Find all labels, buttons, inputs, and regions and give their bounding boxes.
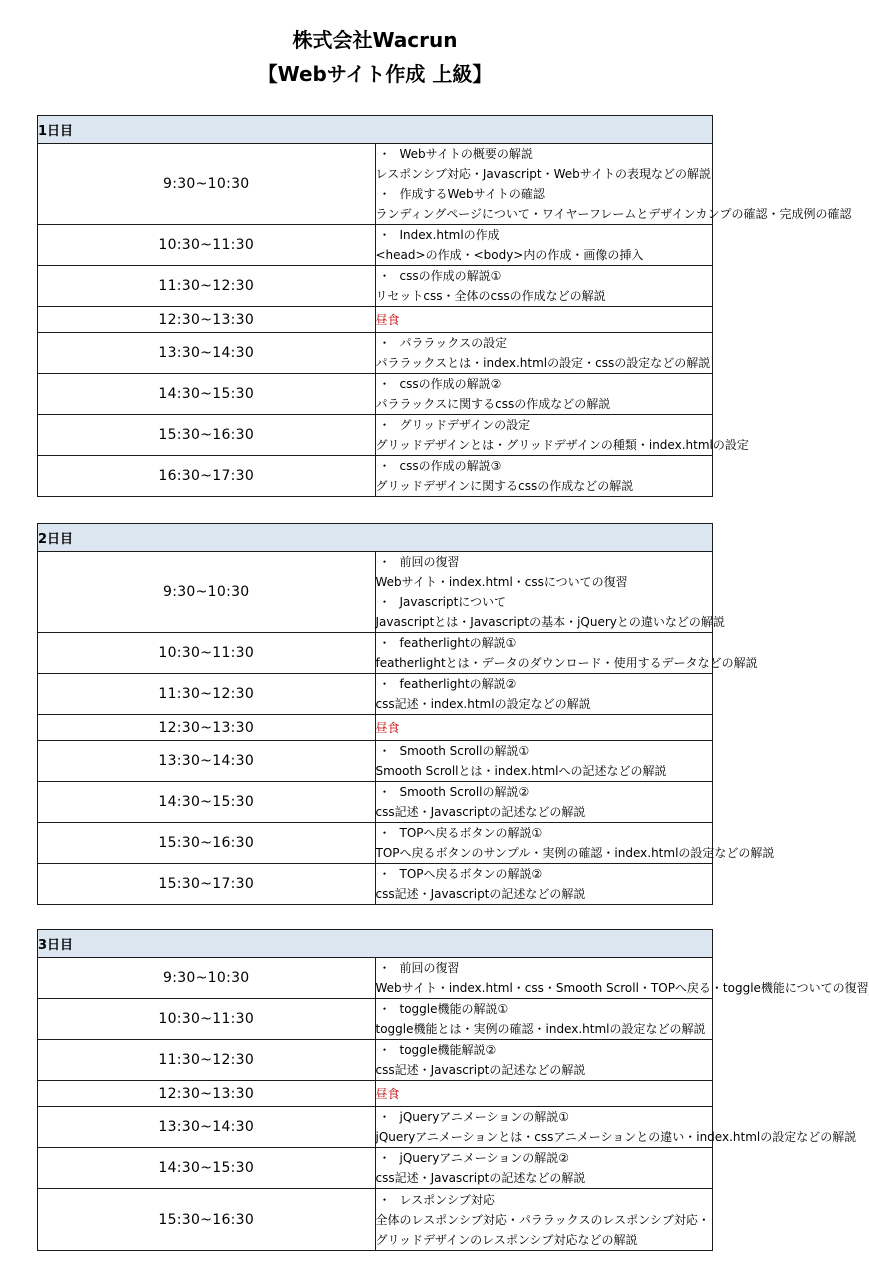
day-3-schedule-table bbox=[37, 929, 869, 1251]
topic-detail bbox=[375, 612, 725, 632]
session-row bbox=[38, 782, 713, 823]
bullet-icon: ・ bbox=[378, 1192, 391, 1207]
line-text: グリッドデザインとは・グリッドデザインの種類・index.htmlの設定 bbox=[375, 438, 749, 452]
line-text: パララックスとは・index.htmlの設定・cssの設定などの解説 bbox=[375, 356, 711, 370]
topic-heading bbox=[376, 266, 713, 286]
line-text: 全体のレスポンシブ対応・パララックスのレスポンシブ対応・グリッドデザインのレスポンシブ対応などの解説 bbox=[375, 1212, 710, 1247]
session-row bbox=[38, 415, 713, 456]
day-label: 3日目 bbox=[38, 930, 713, 958]
topic-heading bbox=[376, 333, 713, 353]
session-description bbox=[375, 266, 713, 307]
time-slot: 12:30~13:30 bbox=[38, 715, 376, 741]
day-header-row bbox=[38, 116, 713, 144]
bullet-icon: ・ bbox=[378, 1151, 391, 1165]
line-text: 昼食 bbox=[375, 720, 400, 735]
topic-heading bbox=[376, 374, 713, 394]
session-description bbox=[375, 1189, 713, 1251]
topic-heading bbox=[376, 1148, 713, 1168]
bullet-icon: ・ bbox=[378, 336, 391, 350]
session-row bbox=[38, 144, 713, 225]
topic-detail bbox=[376, 1210, 713, 1250]
line-text: パララックスに関するcssの作成などの解説 bbox=[375, 397, 611, 411]
lunch-label bbox=[376, 718, 713, 738]
topic-detail bbox=[376, 884, 713, 904]
bullet-icon: ・ bbox=[378, 377, 391, 391]
session-description bbox=[375, 1148, 713, 1189]
topic-heading bbox=[376, 823, 713, 843]
line-text: 前回の復習 bbox=[399, 555, 460, 569]
topic-heading bbox=[376, 864, 713, 884]
topic-heading bbox=[376, 999, 713, 1019]
time-slot: 13:30~14:30 bbox=[38, 333, 376, 374]
topic-heading bbox=[376, 1040, 713, 1060]
topic-detail bbox=[376, 353, 713, 373]
topic-heading bbox=[376, 958, 713, 978]
line-text: css記述・Javascriptの記述などの解説 bbox=[375, 1171, 586, 1185]
session-description bbox=[375, 456, 713, 497]
topic-detail bbox=[376, 802, 713, 822]
day-2-schedule-table bbox=[37, 523, 775, 905]
topic-detail bbox=[375, 653, 758, 673]
day-header-row bbox=[38, 524, 713, 552]
time-slot: 14:30~15:30 bbox=[38, 782, 376, 823]
session-description bbox=[375, 552, 725, 633]
session-description bbox=[375, 823, 775, 864]
bullet-icon: ・ bbox=[378, 961, 391, 975]
session-row bbox=[38, 741, 713, 782]
line-text: toggle機能とは・実例の確認・index.htmlの設定などの解説 bbox=[375, 1022, 706, 1036]
session-row bbox=[38, 1107, 713, 1148]
session-row bbox=[38, 958, 713, 999]
bullet-icon: ・ bbox=[378, 744, 391, 758]
day-label: 2日目 bbox=[38, 524, 713, 552]
session-row bbox=[38, 333, 713, 374]
time-slot: 12:30~13:30 bbox=[38, 307, 376, 333]
session-description bbox=[375, 144, 852, 225]
topic-detail bbox=[375, 843, 775, 863]
line-text: 前回の復習 bbox=[399, 961, 460, 975]
session-row bbox=[38, 225, 713, 266]
time-slot: 13:30~14:30 bbox=[38, 1107, 376, 1148]
line-text: css記述・Javascriptの記述などの解説 bbox=[375, 805, 586, 819]
bullet-icon: ・ bbox=[378, 459, 391, 473]
session-description bbox=[375, 1107, 857, 1148]
line-text: パララックスの設定 bbox=[399, 336, 508, 350]
topic-heading bbox=[376, 674, 713, 694]
time-slot: 16:30~17:30 bbox=[38, 456, 376, 497]
session-row bbox=[38, 633, 713, 674]
line-text: jQueryアニメーションの解説① bbox=[399, 1110, 569, 1124]
course-title: 【Webサイト作成 上級】 bbox=[257, 62, 493, 86]
line-text: 作成するWebサイトの確認 bbox=[399, 187, 545, 201]
topic-heading bbox=[376, 144, 713, 164]
time-slot: 9:30~10:30 bbox=[38, 144, 376, 225]
time-slot: 13:30~14:30 bbox=[38, 741, 376, 782]
topic-heading bbox=[376, 225, 713, 245]
bullet-icon: ・ bbox=[378, 1043, 391, 1057]
lunch-row bbox=[38, 307, 713, 333]
bullet-icon: ・ bbox=[378, 677, 391, 691]
bullet-icon: ・ bbox=[378, 1110, 391, 1124]
topic-heading bbox=[376, 552, 713, 572]
line-text: <head>の作成・<body>内の作成・画像の挿入 bbox=[375, 248, 644, 262]
time-slot: 15:30~16:30 bbox=[38, 823, 376, 864]
line-text: cssの作成の解説① bbox=[399, 269, 502, 283]
session-description bbox=[375, 307, 713, 333]
lunch-row bbox=[38, 715, 713, 741]
line-text: Javascriptとは・Javascriptの基本・jQueryとの違いなどの解説 bbox=[375, 615, 725, 629]
line-text: TOPへ戻るボタンのサンプル・実例の確認・index.htmlの設定などの解説 bbox=[375, 846, 775, 860]
session-row bbox=[38, 1148, 713, 1189]
session-description bbox=[375, 782, 713, 823]
session-description bbox=[375, 715, 713, 741]
topic-detail bbox=[376, 1019, 713, 1039]
topic-detail bbox=[376, 761, 713, 781]
line-text: ランディングページについて・ワイヤーフレームとデザインカンプの確認・完成例の確認 bbox=[375, 207, 852, 221]
session-row bbox=[38, 1040, 713, 1081]
line-text: featherlightとは・データのダウンロード・使用するデータなどの解説 bbox=[375, 656, 758, 670]
line-text: Webサイトの概要の解説 bbox=[399, 147, 533, 161]
topic-detail bbox=[376, 245, 713, 265]
session-row bbox=[38, 1189, 713, 1251]
lunch-label bbox=[376, 310, 713, 330]
session-row bbox=[38, 674, 713, 715]
time-slot: 10:30~11:30 bbox=[38, 633, 376, 674]
session-description bbox=[375, 415, 749, 456]
session-description bbox=[375, 633, 758, 674]
line-text: cssの作成の解説③ bbox=[399, 459, 502, 473]
session-row bbox=[38, 266, 713, 307]
session-row bbox=[38, 374, 713, 415]
bullet-icon: ・ bbox=[378, 228, 391, 242]
bullet-icon: ・ bbox=[378, 636, 391, 650]
line-text: toggle機能解説② bbox=[399, 1043, 497, 1057]
topic-detail bbox=[376, 1168, 713, 1188]
company-title: 株式会社Wacrun bbox=[292, 28, 458, 52]
topic-detail bbox=[376, 164, 713, 184]
topic-heading bbox=[376, 782, 713, 802]
line-text: リセットcss・全体のcssの作成などの解説 bbox=[375, 289, 606, 303]
topic-heading bbox=[376, 741, 713, 761]
line-text: featherlightの解説① bbox=[399, 636, 517, 650]
time-slot: 11:30~12:30 bbox=[38, 1040, 376, 1081]
topic-heading bbox=[376, 456, 713, 476]
line-text: グリッドデザインに関するcssの作成などの解説 bbox=[375, 479, 634, 493]
time-slot: 14:30~15:30 bbox=[38, 374, 376, 415]
session-row bbox=[38, 552, 713, 633]
topic-detail bbox=[375, 978, 869, 998]
topic-heading bbox=[376, 1107, 713, 1127]
line-text: 昼食 bbox=[375, 312, 400, 327]
session-description bbox=[375, 1081, 713, 1107]
bullet-icon: ・ bbox=[378, 785, 391, 799]
lunch-row bbox=[38, 1081, 713, 1107]
session-description bbox=[375, 333, 713, 374]
session-description bbox=[375, 225, 713, 266]
line-text: Webサイト・index.html・cssについての復習 bbox=[375, 575, 628, 589]
time-slot: 15:30~16:30 bbox=[38, 415, 376, 456]
session-description bbox=[375, 674, 713, 715]
line-text: Index.htmlの作成 bbox=[399, 228, 500, 242]
session-description bbox=[375, 374, 713, 415]
line-text: Smooth Scrollの解説② bbox=[399, 785, 530, 799]
topic-detail bbox=[375, 204, 852, 224]
line-text: cssの作成の解説② bbox=[399, 377, 502, 391]
line-text: Webサイト・index.html・css・Smooth Scroll・TOPへ戻る・toggle機能についての復習 bbox=[375, 981, 869, 995]
time-slot: 11:30~12:30 bbox=[38, 266, 376, 307]
bullet-icon: ・ bbox=[378, 595, 391, 609]
time-slot: 9:30~10:30 bbox=[38, 552, 376, 633]
topic-detail bbox=[375, 1127, 857, 1147]
line-text: TOPへ戻るボタンの解説① bbox=[399, 826, 543, 840]
line-text: css記述・Javascriptの記述などの解説 bbox=[375, 887, 586, 901]
topic-detail bbox=[376, 394, 713, 414]
topic-detail bbox=[376, 572, 713, 592]
line-text: Javascriptについて bbox=[399, 595, 507, 609]
line-text: css記述・Javascriptの記述などの解説 bbox=[375, 1063, 586, 1077]
bullet-icon: ・ bbox=[378, 269, 391, 283]
topic-heading bbox=[376, 415, 713, 435]
session-description bbox=[375, 958, 869, 999]
topic-detail bbox=[376, 1060, 713, 1080]
time-slot: 14:30~15:30 bbox=[38, 1148, 376, 1189]
bullet-icon: ・ bbox=[378, 826, 391, 840]
topic-heading bbox=[376, 1190, 713, 1210]
bullet-icon: ・ bbox=[378, 867, 391, 881]
bullet-icon: ・ bbox=[378, 147, 391, 161]
day-label: 1日目 bbox=[38, 116, 713, 144]
time-slot: 15:30~17:30 bbox=[38, 864, 376, 905]
line-text: featherlightの解説② bbox=[399, 677, 517, 691]
session-description bbox=[375, 741, 713, 782]
bullet-icon: ・ bbox=[378, 418, 391, 432]
line-text: css記述・index.htmlの設定などの解説 bbox=[375, 697, 591, 711]
time-slot: 10:30~11:30 bbox=[38, 225, 376, 266]
time-slot: 15:30~16:30 bbox=[38, 1189, 376, 1251]
time-slot: 12:30~13:30 bbox=[38, 1081, 376, 1107]
line-text: toggle機能の解説① bbox=[399, 1002, 509, 1016]
time-slot: 11:30~12:30 bbox=[38, 674, 376, 715]
day-1-schedule-table bbox=[37, 115, 852, 497]
bullet-icon: ・ bbox=[378, 187, 391, 201]
line-text: jQueryアニメーションの解説② bbox=[399, 1151, 569, 1165]
line-text: Smooth Scrollとは・index.htmlへの記述などの解説 bbox=[375, 764, 667, 778]
session-row bbox=[38, 999, 713, 1040]
line-text: TOPへ戻るボタンの解説② bbox=[399, 867, 543, 881]
line-text: レスポンシブ対応・Javascript・Webサイトの表現などの解説 bbox=[375, 167, 711, 181]
session-description bbox=[375, 864, 713, 905]
topic-detail bbox=[375, 435, 749, 455]
line-text: 昼食 bbox=[375, 1086, 400, 1101]
line-text: Smooth Scrollの解説① bbox=[399, 744, 530, 758]
line-text: レスポンシブ対応 bbox=[399, 1192, 495, 1207]
time-slot: 10:30~11:30 bbox=[38, 999, 376, 1040]
session-description bbox=[375, 999, 713, 1040]
lunch-label bbox=[376, 1084, 713, 1104]
topic-heading bbox=[376, 633, 713, 653]
topic-detail bbox=[376, 476, 713, 496]
line-text: グリッドデザインの設定 bbox=[399, 418, 531, 432]
session-row bbox=[38, 864, 713, 905]
session-description bbox=[375, 1040, 713, 1081]
time-slot: 9:30~10:30 bbox=[38, 958, 376, 999]
topic-heading bbox=[376, 184, 713, 204]
line-text: jQueryアニメーションとは・cssアニメーションとの違い・index.htmlの設定などの解説 bbox=[375, 1130, 857, 1144]
topic-heading bbox=[376, 592, 713, 612]
bullet-icon: ・ bbox=[378, 555, 391, 569]
topic-detail bbox=[376, 694, 713, 714]
session-row bbox=[38, 823, 713, 864]
topic-detail bbox=[376, 286, 713, 306]
bullet-icon: ・ bbox=[378, 1002, 391, 1016]
session-row bbox=[38, 456, 713, 497]
day-header-row bbox=[38, 930, 713, 958]
